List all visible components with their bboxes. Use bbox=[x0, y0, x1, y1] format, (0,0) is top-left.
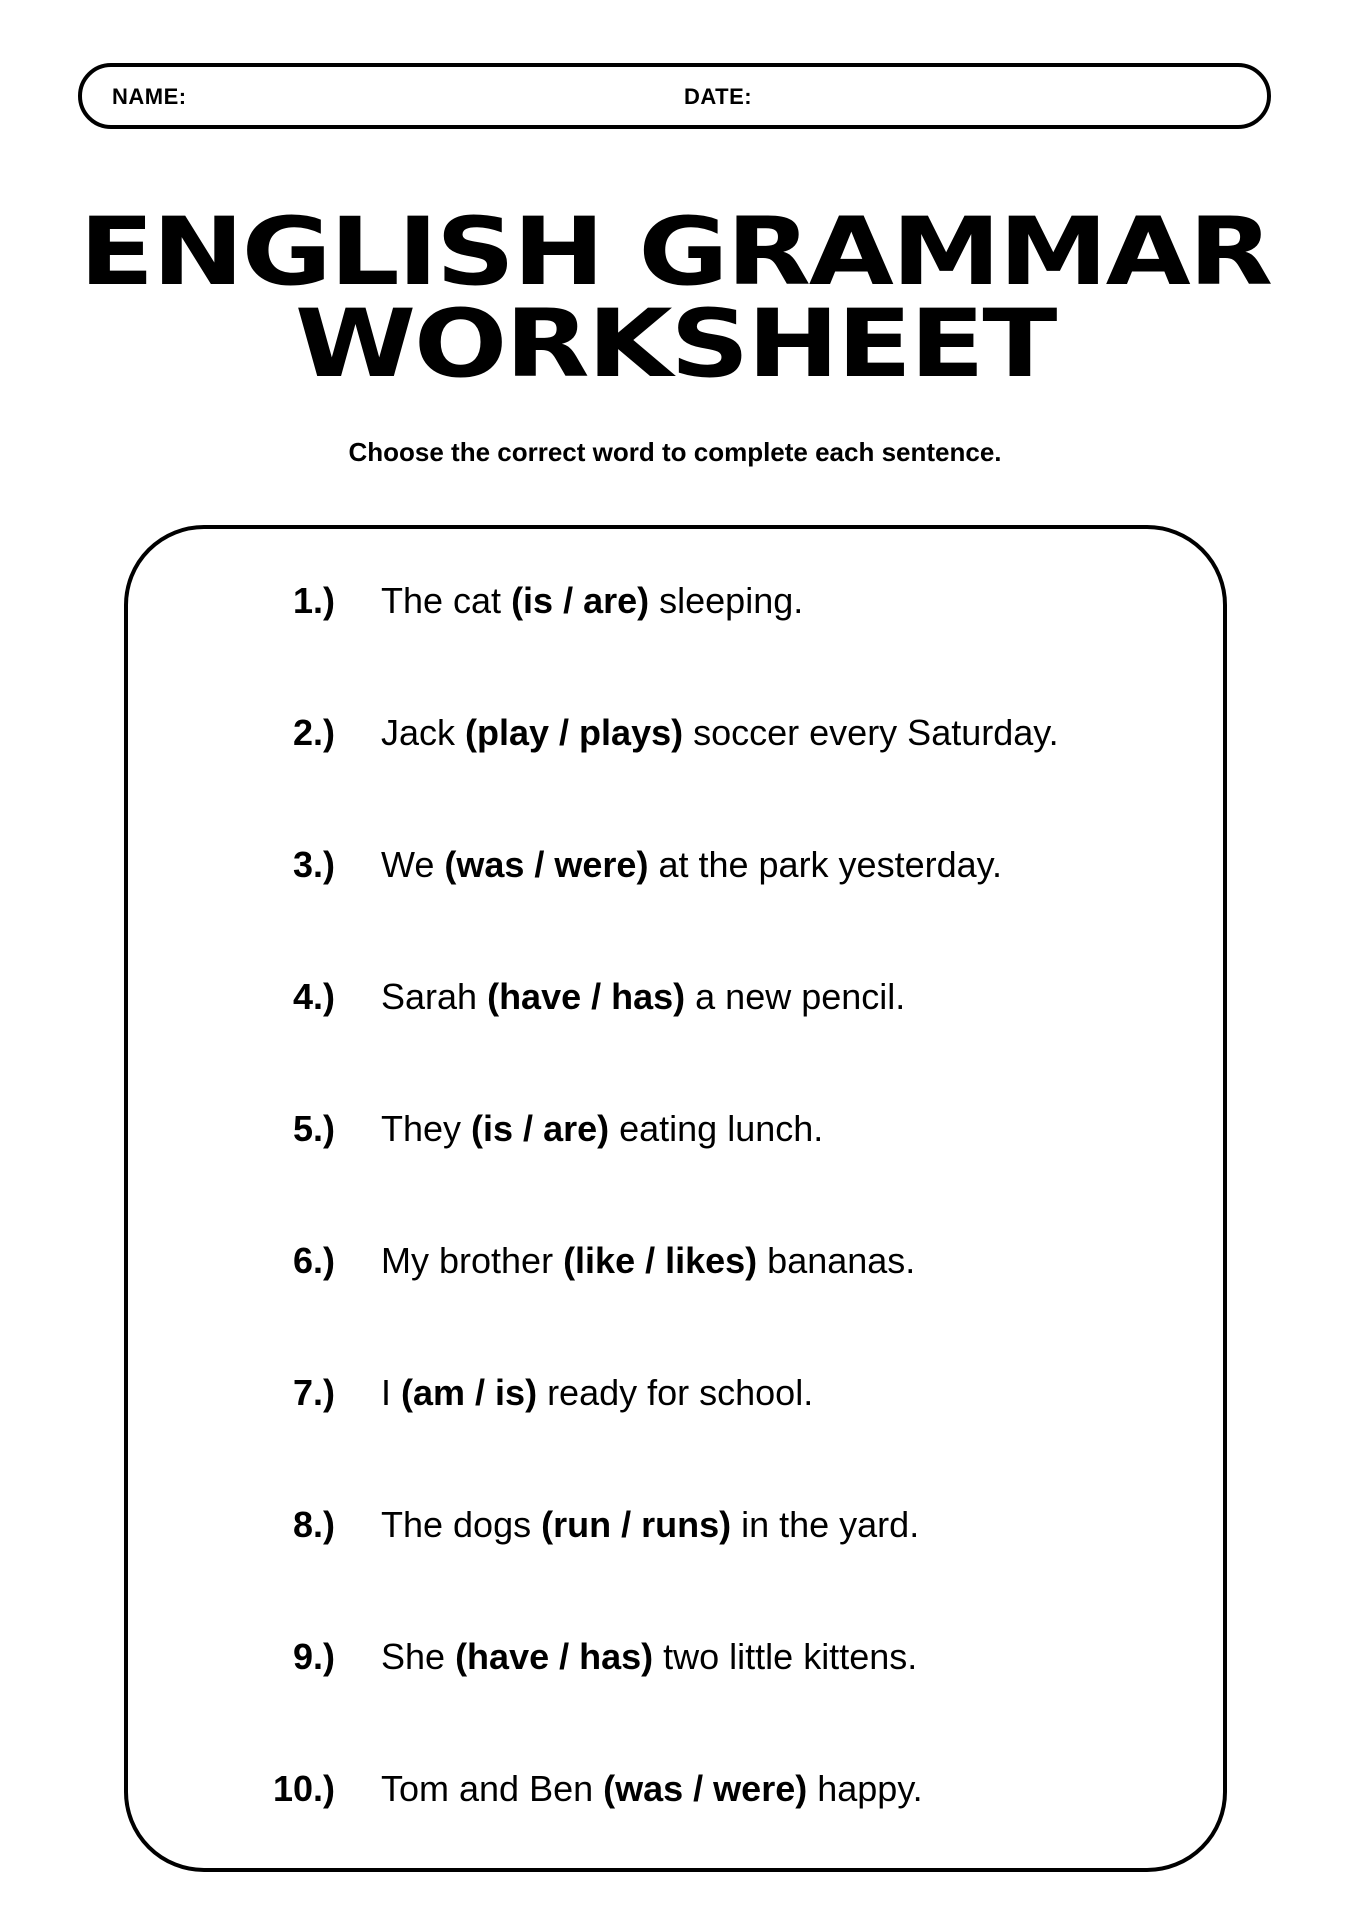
question-sentence: They (is / are) eating lunch. bbox=[381, 1108, 824, 1149]
question-number: 9.) bbox=[292, 1636, 335, 1677]
question-item bbox=[128, 576, 1223, 626]
question-item bbox=[128, 1236, 1223, 1286]
answer-choices: (is / are) bbox=[511, 580, 650, 621]
answer-choices: (is / are) bbox=[471, 1108, 610, 1149]
name-label: NAME: bbox=[112, 84, 187, 109]
date-label: DATE: bbox=[684, 84, 753, 109]
question-number: 3.) bbox=[292, 844, 335, 885]
question-number: 5.) bbox=[292, 1108, 335, 1149]
answer-choices: (was / were) bbox=[444, 844, 649, 885]
question-number: 10.) bbox=[272, 1768, 335, 1809]
question-item bbox=[128, 1368, 1223, 1418]
question-number: 2.) bbox=[292, 712, 335, 753]
question-number: 4.) bbox=[292, 976, 335, 1017]
answer-choices: (am / is) bbox=[401, 1372, 538, 1413]
page-title-line-1: ENGLISH GRAMMAR bbox=[79, 198, 1271, 307]
question-sentence: I (am / is) ready for school. bbox=[381, 1372, 814, 1413]
question-sentence: Tom and Ben (was / were) happy. bbox=[381, 1768, 923, 1809]
answer-choices: (like / likes) bbox=[563, 1240, 758, 1281]
question-sentence: We (was / were) at the park yesterday. bbox=[381, 844, 1002, 885]
answer-choices: (play / plays) bbox=[465, 712, 684, 753]
name-date-bar bbox=[78, 63, 1271, 129]
question-item bbox=[128, 1764, 1223, 1814]
question-number: 6.) bbox=[292, 1240, 335, 1281]
questions-box bbox=[124, 525, 1227, 1872]
page-title-line-2: WORKSHEET bbox=[294, 290, 1056, 399]
question-item bbox=[128, 1104, 1223, 1154]
question-sentence: The dogs (run / runs) in the yard. bbox=[381, 1504, 920, 1545]
question-number: 8.) bbox=[292, 1504, 335, 1545]
question-sentence: She (have / has) two little kittens. bbox=[381, 1636, 918, 1677]
answer-choices: (run / runs) bbox=[541, 1504, 732, 1545]
question-sentence: Jack (play / plays) soccer every Saturday. bbox=[381, 712, 1059, 753]
question-item bbox=[128, 972, 1223, 1022]
question-number: 7.) bbox=[292, 1372, 335, 1413]
question-sentence: Sarah (have / has) a new pencil. bbox=[381, 976, 906, 1017]
question-item bbox=[128, 1632, 1223, 1682]
question-item bbox=[128, 1500, 1223, 1550]
question-item bbox=[128, 840, 1223, 890]
answer-choices: (have / has) bbox=[455, 1636, 654, 1677]
question-item bbox=[128, 708, 1223, 758]
answer-choices: (was / were) bbox=[603, 1768, 808, 1809]
question-sentence: The cat (is / are) sleeping. bbox=[381, 580, 804, 621]
instructions: Choose the correct word to complete each sentence. bbox=[348, 437, 1002, 467]
question-number: 1.) bbox=[292, 580, 335, 621]
question-sentence: My brother (like / likes) bananas. bbox=[381, 1240, 916, 1281]
answer-choices: (have / has) bbox=[487, 976, 686, 1017]
